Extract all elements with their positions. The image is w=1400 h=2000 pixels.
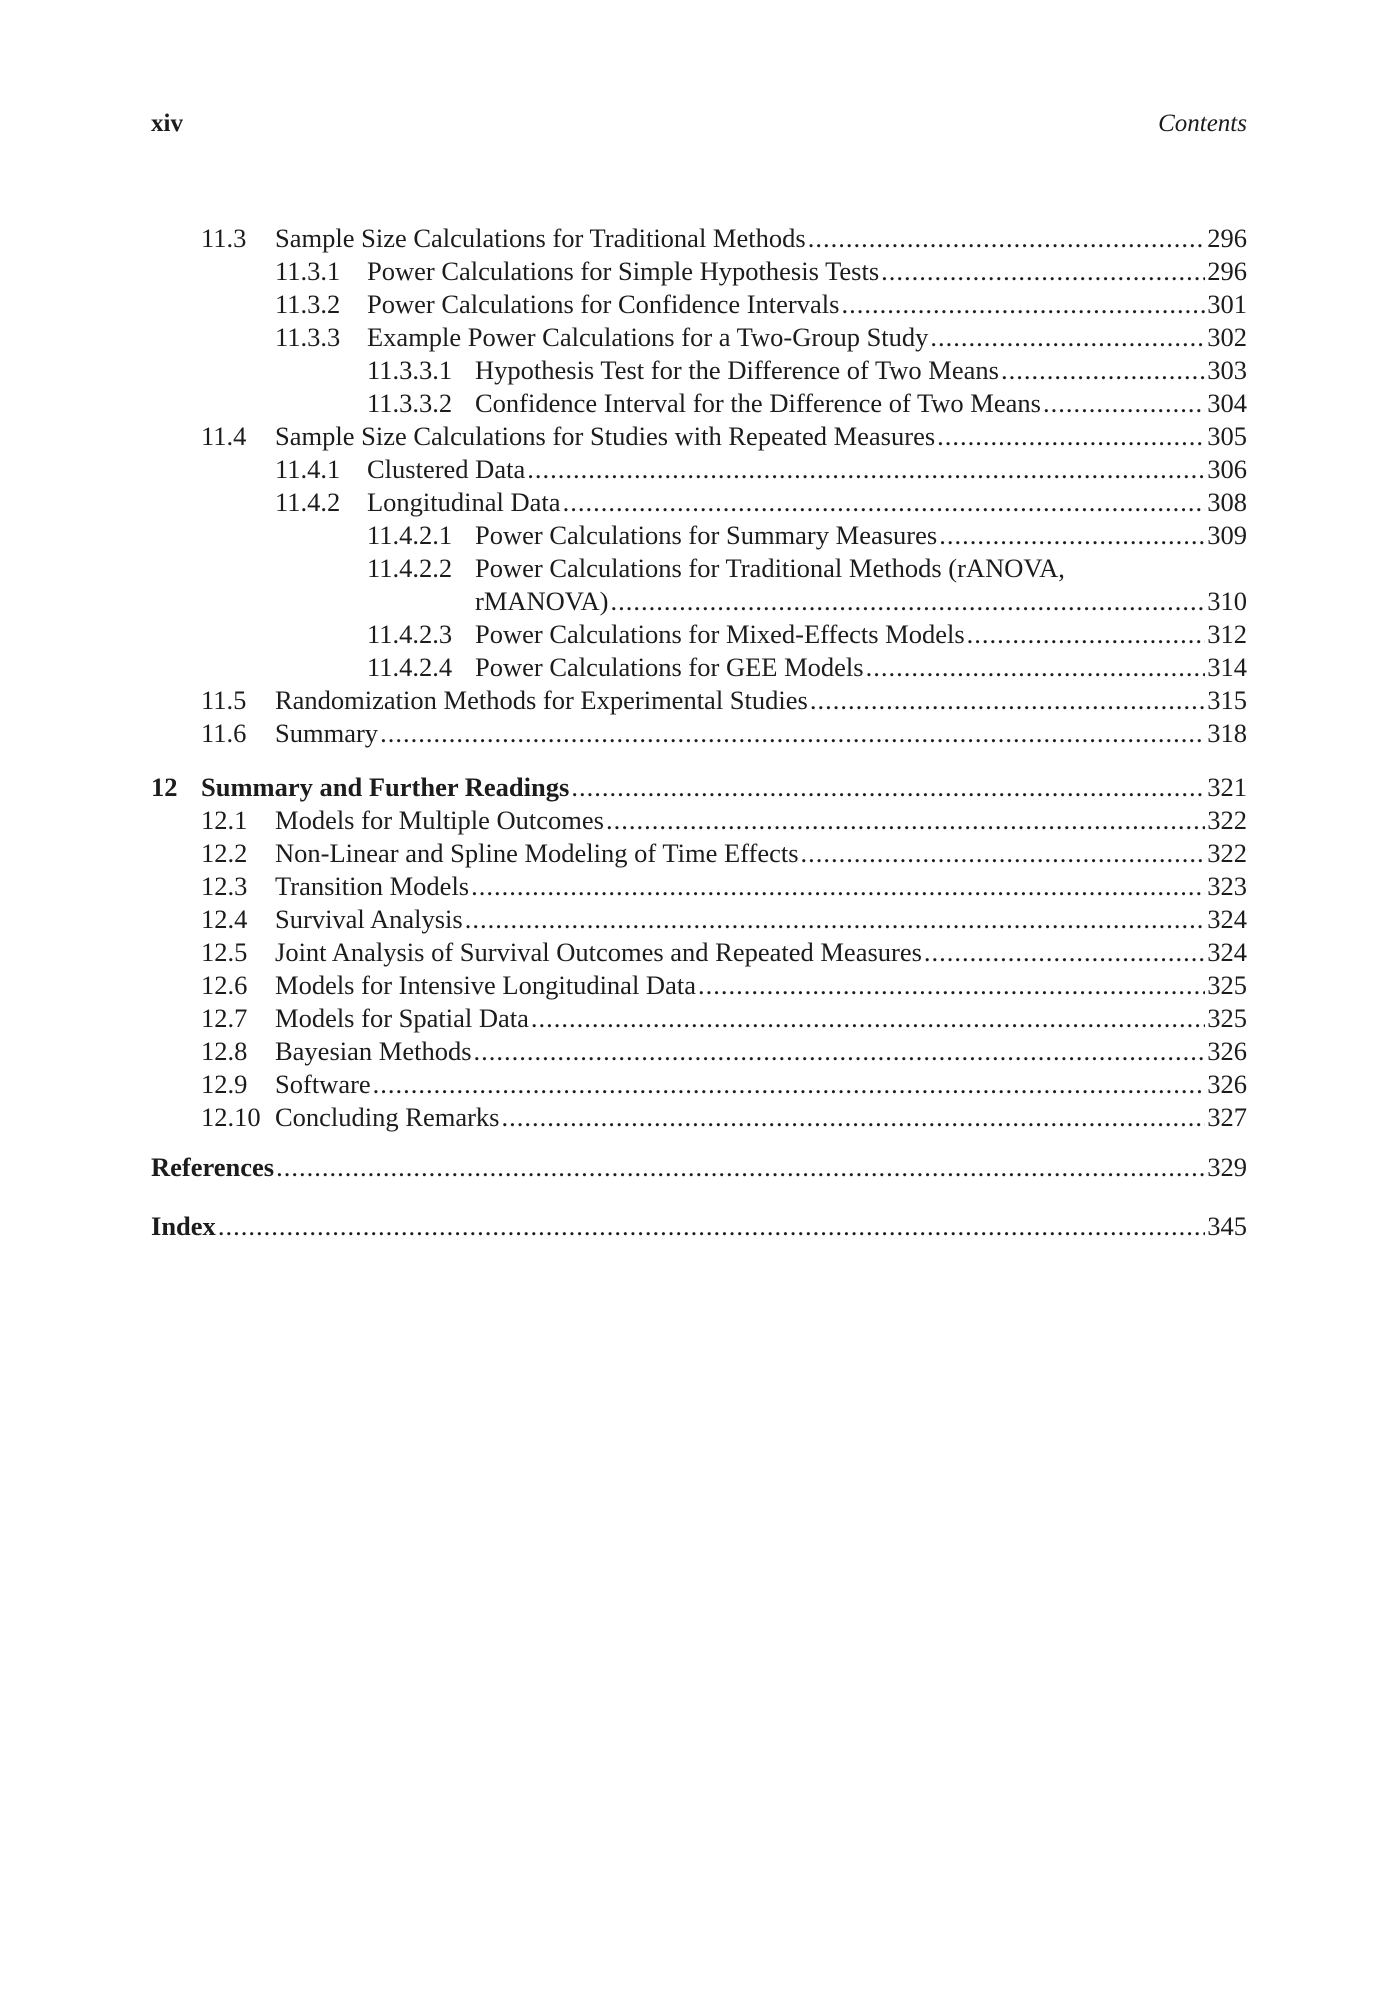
dot-leader [218, 1210, 1205, 1243]
toc-entry[interactable] [151, 717, 1247, 750]
page-header [151, 110, 1247, 144]
toc-entry-number: 11.3.3.2 [367, 388, 453, 418]
dot-leader [967, 618, 1206, 651]
toc-entry-title: Models for Spatial Data [275, 1003, 529, 1033]
dot-leader [841, 288, 1205, 321]
dot-leader [810, 684, 1205, 717]
toc-entry-title: Concluding Remarks [275, 1102, 500, 1132]
toc-entry-page: 324 [1207, 904, 1247, 934]
dot-leader [698, 969, 1205, 1002]
dot-leader [276, 1151, 1205, 1184]
toc-entry-number: 11.4 [201, 421, 247, 451]
toc-entry-page: 309 [1207, 520, 1247, 550]
toc-entry[interactable] [151, 1101, 1247, 1134]
toc-entry[interactable] [151, 387, 1247, 420]
toc-entry-page: 296 [1207, 256, 1247, 286]
dot-leader [866, 651, 1206, 684]
toc-entry-number: 11.3.1 [275, 256, 341, 286]
toc-entry-number: 11.3 [201, 223, 247, 253]
toc-entry-title: Hypothesis Test for the Difference of Two Means [475, 355, 999, 385]
toc-entry-number: 11.4.2.4 [367, 652, 453, 682]
toc-entry[interactable] [151, 519, 1247, 552]
toc-entry-title: Randomization Methods for Experimental Studies [275, 685, 808, 715]
dot-leader [373, 1068, 1206, 1101]
toc-entry-number: 11.4.1 [275, 454, 341, 484]
toc-backmatter-title: References [151, 1152, 275, 1182]
toc-entry[interactable] [151, 684, 1247, 717]
toc-entry[interactable] [151, 618, 1247, 651]
toc-chapter-page: 321 [1207, 772, 1247, 802]
toc-entry[interactable] [151, 903, 1247, 936]
toc-entry-page: 327 [1207, 1102, 1247, 1132]
toc-entry-page: 302 [1207, 322, 1247, 352]
dot-leader [563, 486, 1206, 519]
toc-entry[interactable] [151, 552, 1247, 618]
toc-entry[interactable] [151, 255, 1247, 288]
dot-leader [465, 903, 1206, 936]
toc-chapter-entry[interactable] [151, 771, 1247, 804]
toc-entry-page: 306 [1207, 454, 1247, 484]
toc-entry-number: 11.4.2.2 [367, 553, 453, 583]
toc-entry-title: Power Calculations for Simple Hypothesis Tests [367, 256, 880, 286]
toc-entry-title: Summary [275, 718, 379, 748]
toc-entry[interactable] [151, 222, 1247, 255]
toc-entry-title: Confidence Interval for the Difference of Two Means [475, 388, 1041, 418]
toc-entry[interactable] [151, 354, 1247, 387]
toc-entry-title: Non-Linear and Spline Modeling of Time Effects [275, 838, 799, 868]
dot-leader [471, 870, 1205, 903]
toc-entry-title: Software [275, 1069, 371, 1099]
toc-entry-title: Sample Size Calculations for Traditional Methods [275, 223, 806, 253]
toc-entry-page: 326 [1207, 1036, 1247, 1066]
toc-entry-number: 12.8 [201, 1036, 248, 1066]
toc-entry[interactable] [151, 486, 1247, 519]
toc-entry-page: 323 [1207, 871, 1247, 901]
toc-entry-page: 315 [1207, 685, 1247, 715]
toc-entry-title: Longitudinal Data [367, 487, 561, 517]
toc-entry-page: 312 [1207, 619, 1247, 649]
toc-entry-page: 322 [1207, 805, 1247, 835]
toc-backmatter-page: 329 [1207, 1152, 1247, 1182]
toc-entry-page: 325 [1207, 970, 1247, 1000]
dot-leader [881, 255, 1205, 288]
toc-entry-title: Models for Intensive Longitudinal Data [275, 970, 696, 1000]
dot-leader [380, 717, 1205, 750]
toc-entry[interactable] [151, 1068, 1247, 1101]
toc-entry-page: 296 [1207, 223, 1247, 253]
dot-leader [1043, 387, 1205, 420]
toc-entry[interactable] [151, 651, 1247, 684]
running-title: Contents [1158, 110, 1247, 137]
dot-leader [527, 453, 1205, 486]
toc-entry-number: 12.6 [201, 970, 248, 1000]
dot-leader [937, 420, 1205, 453]
toc-backmatter-title: Index [151, 1211, 216, 1241]
toc-backmatter-page: 345 [1207, 1211, 1247, 1241]
toc-chapter-number: 12 [151, 772, 178, 802]
toc-entry[interactable] [151, 969, 1247, 1002]
toc-entry-title-line2: rMANOVA) [475, 586, 609, 616]
toc-entry-number: 11.3.3 [275, 322, 341, 352]
toc-entry-number: 12.4 [201, 904, 248, 934]
toc-entry[interactable] [151, 936, 1247, 969]
toc-section-12 [151, 804, 1247, 1134]
toc-entry-title: Power Calculations for Mixed-Effects Models [475, 619, 965, 649]
toc-entry[interactable] [151, 1035, 1247, 1068]
toc-entry-title: Sample Size Calculations for Studies with Repeated Measures [275, 421, 936, 451]
dot-leader [924, 936, 1205, 969]
toc-entry-title: Survival Analysis [275, 904, 463, 934]
dot-leader [939, 519, 1205, 552]
toc-entry-page: 301 [1207, 289, 1247, 319]
toc-chapter-title: Summary and Further Readings [201, 772, 570, 802]
toc-entry[interactable] [151, 420, 1247, 453]
toc-entry-page: 308 [1207, 487, 1247, 517]
toc-entry-number: 11.6 [201, 718, 247, 748]
toc-entry-title: Power Calculations for Summary Measures [475, 520, 938, 550]
toc-entry-number: 12.5 [201, 937, 248, 967]
toc-entry-title: Power Calculations for GEE Models [475, 652, 864, 682]
toc-entry-title: Example Power Calculations for a Two-Group Study [367, 322, 929, 352]
toc-entry[interactable] [151, 870, 1247, 903]
toc-section-11 [151, 222, 1247, 552]
toc-entry[interactable] [151, 321, 1247, 354]
toc-entry-page: 325 [1207, 1003, 1247, 1033]
toc-entry-number: 12.10 [201, 1102, 261, 1132]
toc-entry-page: 318 [1207, 718, 1247, 748]
toc-entry-number: 11.5 [201, 685, 247, 715]
toc-entry-number: 12.3 [201, 871, 248, 901]
toc-entry[interactable] [151, 453, 1247, 486]
toc-entry-number: 11.4.2.3 [367, 619, 453, 649]
toc-entry-number: 11.4.2.1 [367, 520, 453, 550]
dot-leader [502, 1101, 1206, 1134]
dot-leader [801, 837, 1206, 870]
dot-leader [531, 1002, 1205, 1035]
toc-backmatter-entry[interactable] [151, 1151, 1247, 1184]
toc-entry[interactable] [151, 837, 1247, 870]
toc-entry-page: 303 [1207, 355, 1247, 385]
toc-entry-page: 324 [1207, 937, 1247, 967]
toc-entry-title: Joint Analysis of Survival Outcomes and Repeated Measures [275, 937, 922, 967]
toc-entry-page: 310 [1207, 586, 1247, 616]
page-number: xiv [151, 110, 183, 137]
toc-entry-number: 12.9 [201, 1069, 248, 1099]
dot-leader [1001, 354, 1205, 387]
toc-section-11-cont [151, 618, 1247, 750]
toc-entry-title-line1: Power Calculations for Traditional Methods (rANOVA, [475, 553, 1065, 583]
toc-entry-title: Models for Multiple Outcomes [275, 805, 604, 835]
toc-entry-title: Power Calculations for Confidence Intervals [367, 289, 840, 319]
table-of-contents [151, 222, 1247, 1243]
toc-entry[interactable] [151, 804, 1247, 837]
toc-entry-page: 304 [1207, 388, 1247, 418]
toc-entry-page: 326 [1207, 1069, 1247, 1099]
toc-entry-title: Bayesian Methods [275, 1036, 472, 1066]
dot-leader [930, 321, 1205, 354]
toc-entry-page: 305 [1207, 421, 1247, 451]
toc-entry[interactable] [151, 1002, 1247, 1035]
dot-leader [610, 585, 1205, 618]
toc-entry-page: 322 [1207, 838, 1247, 868]
dot-leader [606, 804, 1205, 837]
toc-entry-title: Clustered Data [367, 454, 526, 484]
toc-entry-number: 12.1 [201, 805, 248, 835]
toc-entry-title: Transition Models [275, 871, 470, 901]
toc-entry[interactable] [151, 288, 1247, 321]
toc-entry-number: 12.7 [201, 1003, 248, 1033]
toc-entry-number: 11.3.3.1 [367, 355, 453, 385]
toc-entry-page: 314 [1207, 652, 1247, 682]
dot-leader [571, 771, 1205, 804]
toc-entry-number: 12.2 [201, 838, 248, 868]
dot-leader [474, 1035, 1206, 1068]
toc-backmatter-entry[interactable] [151, 1210, 1247, 1243]
toc-entry-number: 11.3.2 [275, 289, 341, 319]
toc-entry-number: 11.4.2 [275, 487, 341, 517]
dot-leader [808, 222, 1206, 255]
